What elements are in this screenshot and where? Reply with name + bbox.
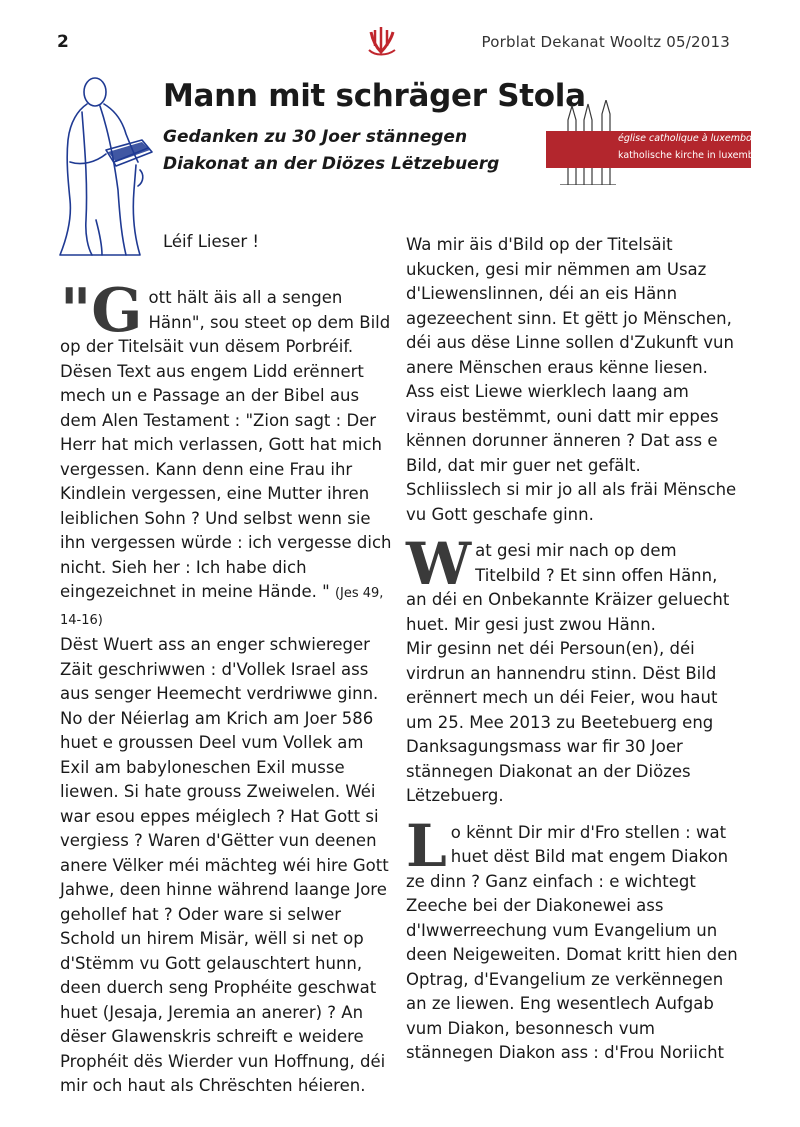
right-column	[406, 233, 741, 1066]
drop-cap: "G	[60, 276, 143, 346]
subtitle-line-2: Diakonat an der Diözes Lëtzebuerg	[163, 154, 500, 174]
left-column	[60, 276, 392, 1099]
article-title: Mann mit schräger Stola	[163, 78, 586, 114]
left-paragraph-1	[60, 276, 392, 633]
right-paragraph-2	[406, 530, 741, 637]
greeting: Léif Lieser !	[163, 232, 260, 251]
right-paragraph-4-text: o kënnt Dir mir d'Fro stellen : wat huet dëst Bild mat engem Diakon ze dinn ? Ganz einfach : e wichtegt Zeeche bei der Diakonewei ass d'Iwwerreechung vum Evangelium un deen Neigeweiten. Domat kritt hien den Optrag, d'Evangelium ze verkënnegen an ze liewen. Eng wesentlech Aufgab vum Diakon, besonnesch vum stännegen Diakon ass : d'Frou Noriicht	[406, 822, 738, 1062]
drop-cap: W	[406, 530, 472, 598]
bible-reference: (Jes 49, 14-16)	[60, 586, 384, 628]
deacon-figure-icon	[52, 70, 162, 260]
page-number: 2	[57, 32, 69, 52]
left-paragraph-2: Dëst Wuert ass an enger schwiereger Zäit geschriwwen : d'Vollek Israel ass aus senger Heemecht verdriwwe ginn. No der Néierlag am Krich am Joer 586 huet e groussen Deel vum Vollek am Exil am babyloneschen Exil musse liewen. Si hate grouss Zweiwelen. Wéi war esou eppes méiglech ? Hat Gott si vergiess ? Waren d'Gëtter vun deenen anere Vëlker méi mächteg wéi hire Gott Jahwe, deen hinne während laange Jore gehollef hat ? Oder ware si selwer Schold un hirem Misär, wëll si net op d'Stëmm vu Gott gelauschtert hunn, deen duerch seng Prophéite geschwat huet (Jesaja, Jeremia an anerer) ? An dëser Glawenskris schreift e weidere Prophéit dës Wierder vun Hoffnung, déi mir och haut als Chrëschten héieren.	[60, 635, 389, 1095]
church-logo-line-1: église catholique à luxembourg	[618, 133, 768, 144]
article-subtitle	[163, 124, 499, 178]
right-paragraph-3: Mir gesinn net déi Persoun(en), déi virdrun an hannendru stinn. Dëst Bild erënnert mech un déi Feier, wou haut um 25. Mee 2013 zu Beetebuerg eng Danksagungsmass war fir 30 Joer stännegen Diakonat an der Diözes Lëtzebuerg.	[406, 639, 718, 805]
drop-cap: L	[406, 811, 447, 880]
right-paragraph-4	[406, 811, 741, 1066]
dekanat-logo-icon	[363, 22, 399, 58]
right-paragraph-1: Wa mir äis d'Bild op der Titelsäit ukucken, gesi mir nëmmen am Usaz d'Liewenslinnen, déi an eis Hänn agezeechent sinn. Et gëtt jo Mënschen, déi aus dëse Linne sollen d'Zukunft vun anere Mënschen eraus kënne liesen. Ass eist Liewe wierklech laang am viraus bestëmmt, ouni datt mir eppes kënnen dorunner änneren ? Dat ass e Bild, dat mir guer net gefält. Schliisslech si mir jo all als fräi Mënsche vu Gott geschafe ginn.	[406, 235, 737, 524]
church-logo-line-2: katholische kirche in luxemburg	[618, 150, 770, 161]
left-paragraph-1-text: ott hält äis all a sengen Hänn", sou steet op dem Bild op der Titelsäit vun dësem Porbréif. Dësen Text aus engem Lidd erënnert mech un e Passage an der Bibel aus dem Alen Testament : "Zion sagt : Der Herr hat mich verlassen, Gott hat mich vergessen. Kann denn eine Frau ihr Kindlein vergessen, eine Mutter ihren leiblichen Sohn ? Und selbst wenn sie ihn vergessen würde : ich vergesse dich nicht. Sieh her : Ich habe dich eingezeichnet in meine Hände. "	[60, 288, 392, 601]
publication-title: Porblat Dekanat Wooltz 05/2013	[481, 33, 730, 51]
subtitle-line-1: Gedanken zu 30 Joer stännegen	[163, 127, 468, 147]
right-paragraph-2-text: at gesi mir nach op dem Titelbild ? Et sinn offen Hänn, an déi en Onbekannte Kräizer geluecht huet. Mir gesi just zwou Hänn.	[406, 541, 730, 634]
